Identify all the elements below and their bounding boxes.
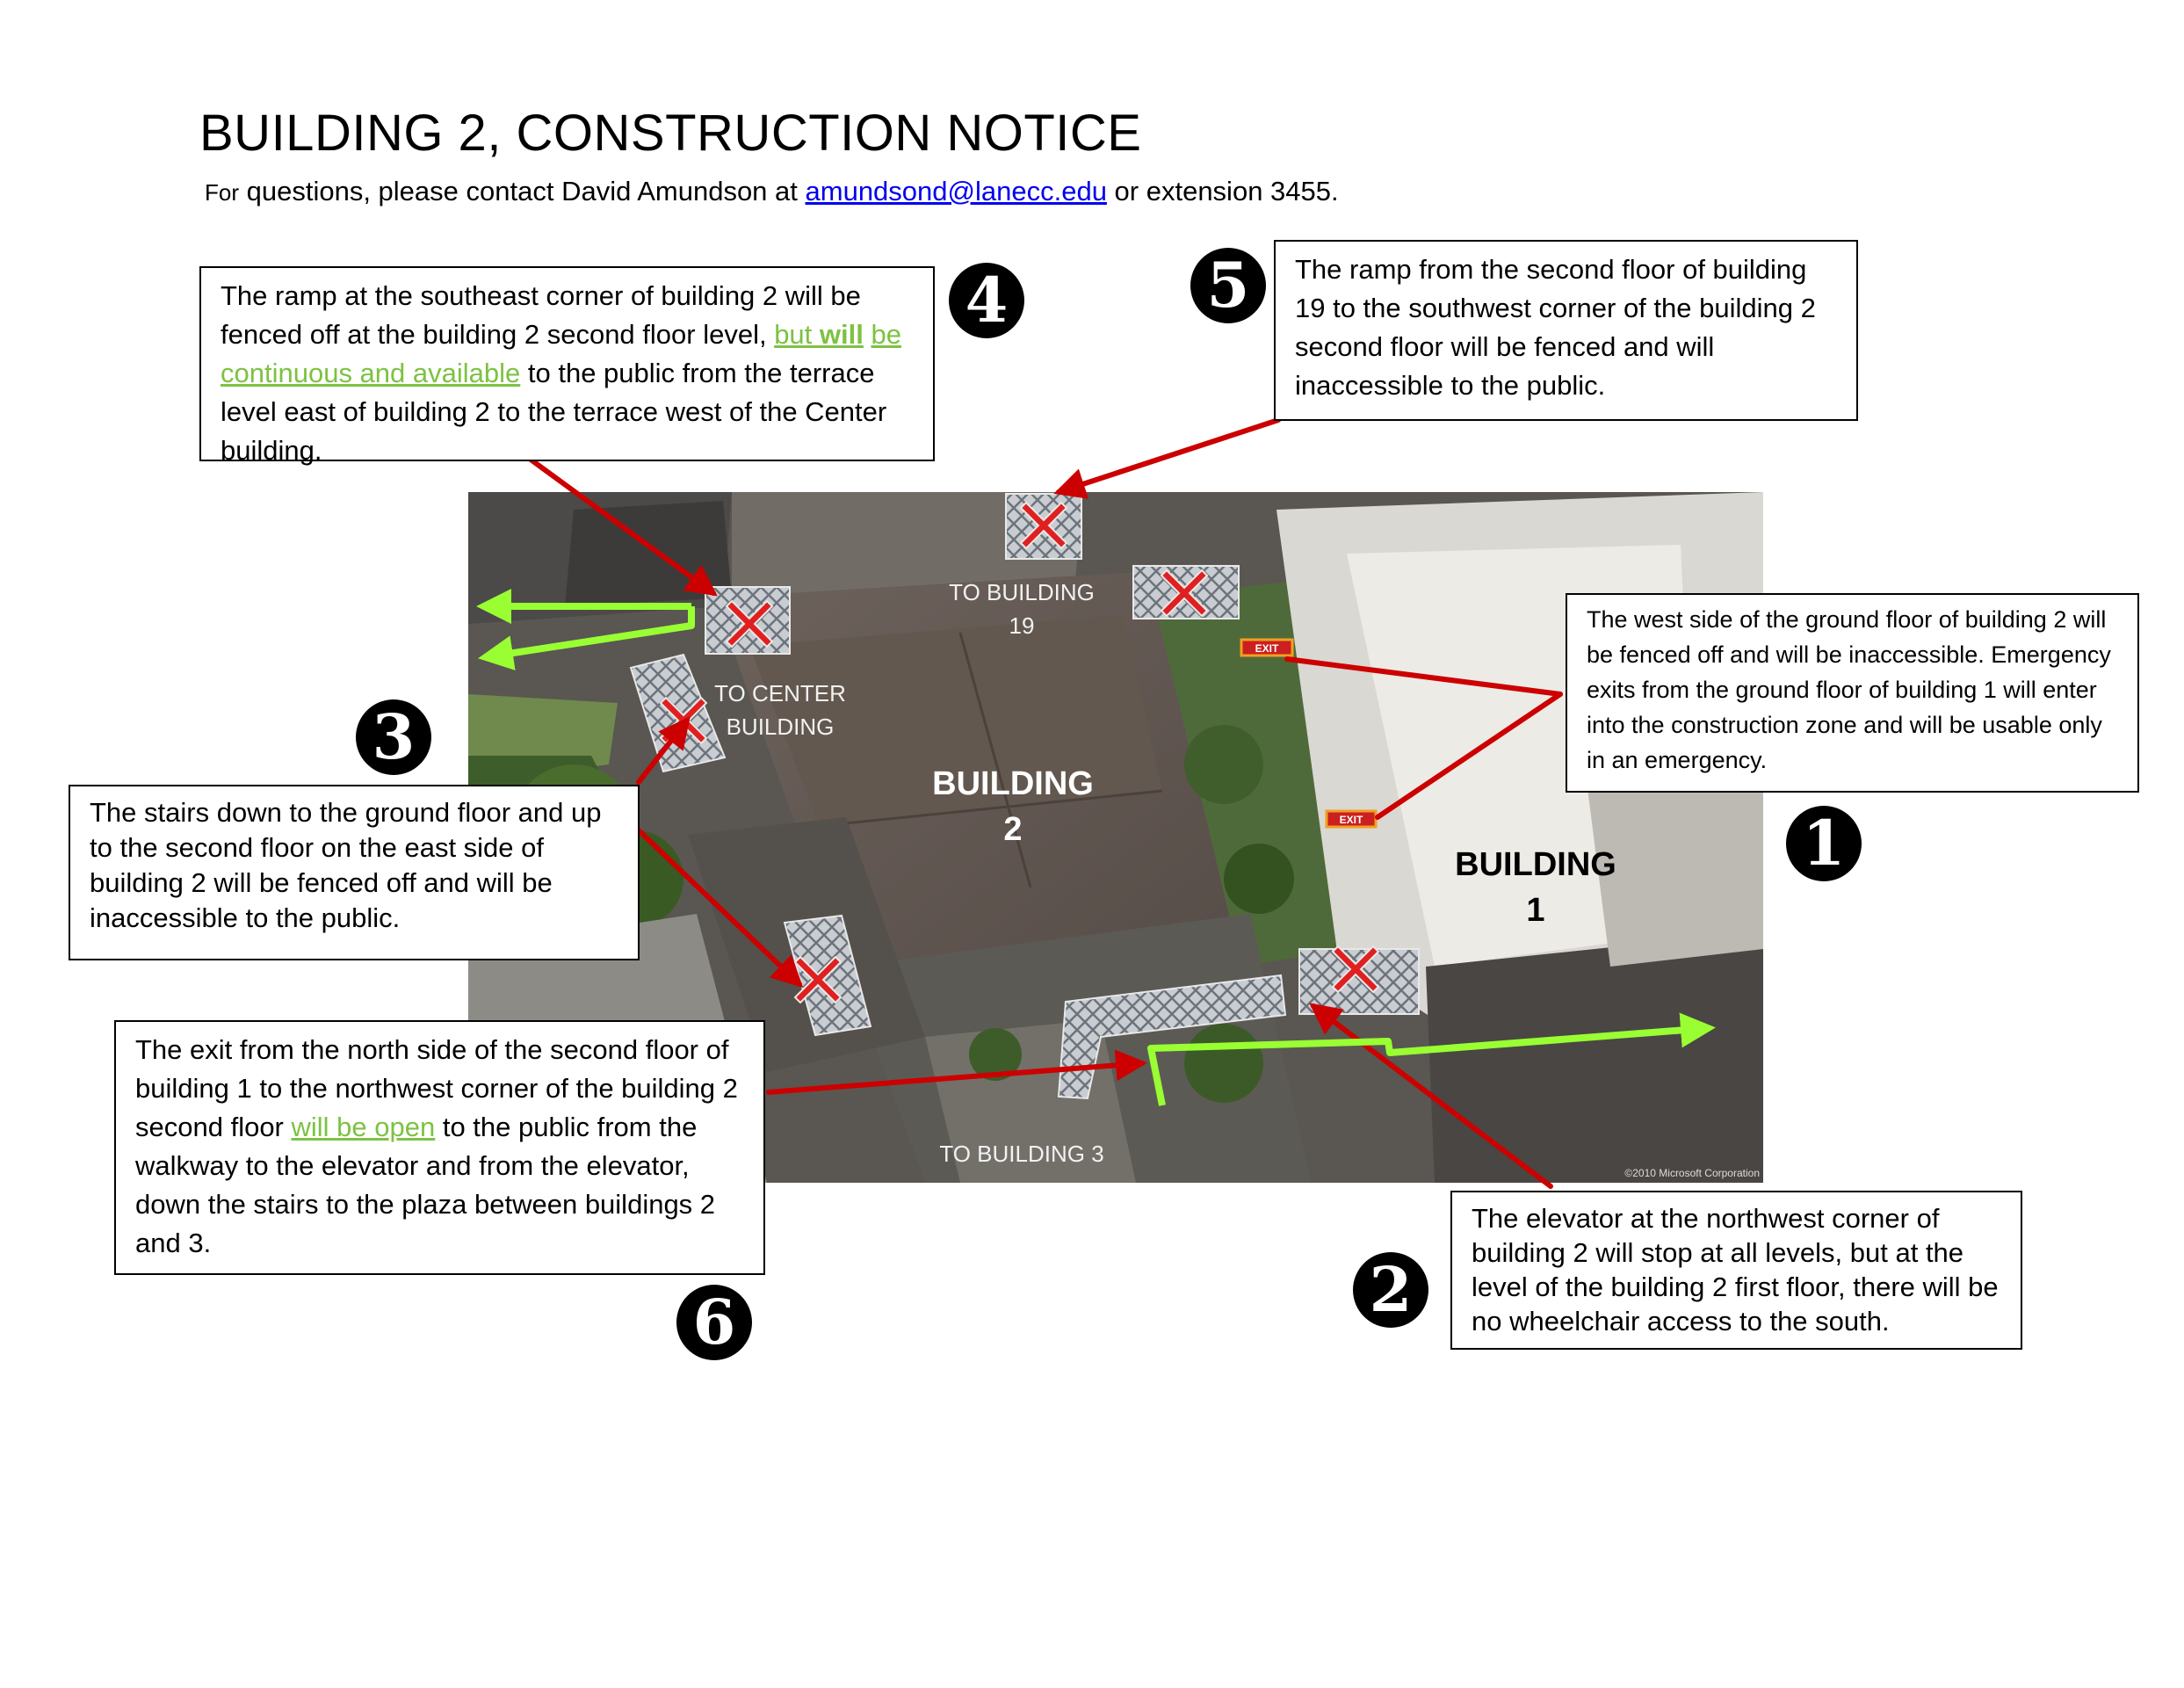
label-to-center-building: [710, 677, 850, 743]
label-to-building-19: [943, 576, 1101, 642]
callout-4-green-a: but: [774, 319, 820, 350]
fence-building-1-north: [1299, 949, 1419, 1014]
callout-4-text-a: The ramp at the southeast corner of building 2 will be fenced off at the building 2 second floor level,: [221, 280, 861, 350]
label-to-building-19-line2: 19: [1009, 612, 1035, 639]
contact-prefix: For: [205, 179, 239, 206]
callout-6-text-a: The exit from the north side of the second floor of building 1 to the northwest corner of the building 2 second floor: [135, 1034, 738, 1142]
label-building-1: [1443, 842, 1628, 933]
callout-6-green: will be open: [291, 1112, 436, 1142]
callout-4-text-b: to the public from the terrace level east of building 2 to the terrace west of the Center building.: [221, 358, 887, 466]
exit-sign-lower: [1327, 811, 1376, 827]
contact-email-link[interactable]: amundsond@lanecc.edu: [805, 176, 1107, 206]
label-building-2: [925, 761, 1101, 852]
callout-2: The elevator at the northwest corner of building 2 will stop at all levels, but at the level of the building 2 first floor, there will be no wheelchair access to the south.: [1450, 1191, 2022, 1350]
contact-text: questions, please contact David Amundson at: [239, 176, 806, 206]
badge-3: 3: [356, 699, 431, 775]
callout-4-green-b: will: [819, 319, 864, 350]
exit-sign-upper: [1241, 640, 1292, 656]
badge-4: 4: [949, 263, 1024, 338]
callout-4-green-c: be continuous and available: [221, 319, 901, 388]
page-title: BUILDING 2, CONSTRUCTION NOTICE: [199, 105, 1142, 162]
label-building-1-line2: 1: [1526, 892, 1545, 929]
exit-sign-lower-text: EXIT: [1339, 814, 1363, 826]
contact-line: [205, 176, 1339, 207]
badge-6: 6: [676, 1285, 752, 1360]
label-to-building-3: TO BUILDING 3: [939, 1141, 1104, 1167]
red-arrow-callout-5: [1059, 420, 1278, 492]
contact-suffix: or extension 3455.: [1106, 176, 1339, 206]
label-building-1-line1: BUILDING: [1455, 846, 1616, 883]
label-building-2-line2: 2: [1003, 811, 1023, 848]
callout-6-text-b: to the public from the walkway to the elevator and from the elevator, down the stairs to the plaza between buildings 2 and 3.: [135, 1112, 716, 1258]
callout-3: The stairs down to the ground floor and up to the second floor on the east side of building 2 will be fenced off and will be inaccessible to the public.: [69, 785, 640, 960]
callout-4: [199, 266, 935, 466]
callout-5: The ramp from the second floor of building 19 to the southwest corner of the building 2 second floor will be fenced and will inaccessible to the public.: [1274, 240, 1858, 421]
badge-2: 2: [1353, 1252, 1428, 1328]
label-building-2-line1: BUILDING: [932, 765, 1094, 802]
callout-1: The west side of the ground floor of building 2 will be fenced off and will be inaccessible. Emergency exits from the ground floor of building 1 will enter into the construction zone and will be usable only in an emergency.: [1566, 593, 2139, 793]
badge-1: 1: [1786, 806, 1862, 881]
label-to-building-19-line1: TO BUILDING: [949, 579, 1095, 605]
exit-sign-upper-text: EXIT: [1255, 642, 1279, 655]
label-to-center-line1: TO CENTER: [714, 680, 846, 706]
callout-6: [114, 1020, 765, 1275]
badge-5: 5: [1190, 248, 1266, 323]
map-copyright: ©2010 Microsoft Corporation: [1624, 1167, 1760, 1179]
label-to-center-line2: BUILDING: [726, 714, 835, 740]
